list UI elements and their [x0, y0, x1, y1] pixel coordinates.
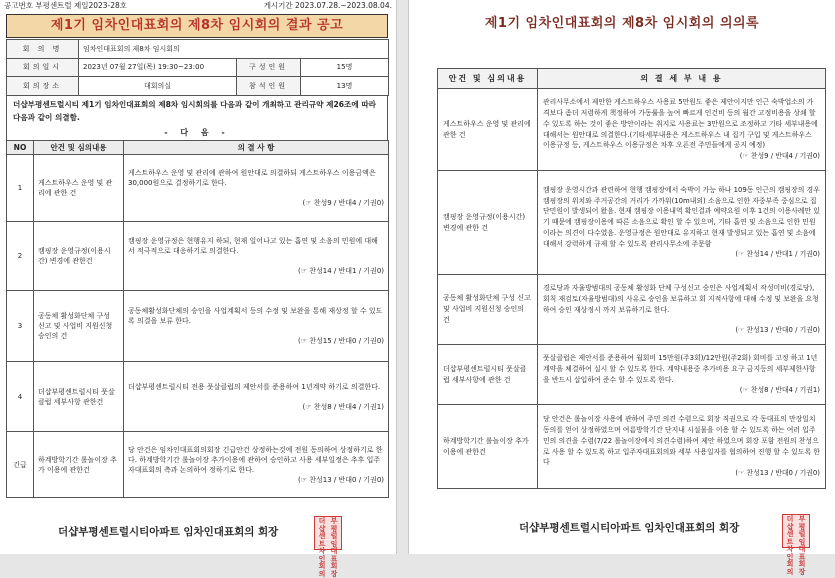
item-topic: 공동체 활성화단체 구성 신고 및 사업비 지원신청 승인의 건	[438, 275, 538, 345]
item-detail	[538, 405, 826, 489]
item-detail-text: 경로당과 자율방범대의 공동체 활성화 단체 구성신고 승인은 사업계획서 작성미비(경로당), 회칙 재검토(자율방범대)의 사유로 승인을 보류하고 회 지적사항에 대해 수정 및 보완을 요청 하여 승인 재상정시 까지 보류하기로 한다.	[543, 283, 819, 314]
minutes-page	[409, 0, 835, 576]
item-vote: (☞ 찬성13 / 반대0 / 기권0)	[735, 326, 820, 335]
item-no: 4	[7, 362, 34, 432]
table-row	[7, 362, 389, 432]
seal-char: 센트	[786, 530, 794, 546]
item-no: 긴급	[7, 432, 34, 498]
meeting-date-label: 회의일시	[7, 58, 79, 77]
seal-char: 회의	[318, 562, 326, 578]
posting-period: 게시기간 2023.07.28.~2023.08.04.	[263, 1, 392, 10]
table-row	[7, 432, 389, 498]
header-topic: 안건 및 심의내용	[34, 141, 124, 155]
seal-char: 차인	[786, 545, 794, 561]
item-result-text: 더샵부평센트럴시티 전용 풋살클럽의 제안서를 준용하여 1년계약 하기로 의결한다.	[128, 382, 381, 391]
table-row	[7, 222, 389, 291]
item-result	[124, 155, 389, 222]
seal-char: 회장	[330, 562, 338, 578]
item-topic: 캠핑장 운영규정(이용시간) 변경에 관한 건	[438, 171, 538, 275]
notice-title: 제1기 임차인대표회의 제8차 임시회의 결과 공고	[6, 14, 388, 38]
item-result-text: 게스트하우스 운영 및 관리에 관하여 원안대로 의결하되 게스트하우스 이용금액은 30,000원으로 결정하기로 한다.	[128, 169, 376, 187]
item-topic: 하계방학기간 롤놀이장 추가 이용에 관한건	[34, 432, 124, 498]
item-topic: 더샵부평센트럴시티 풋살클럽 세부사항에 관한 건	[438, 345, 538, 405]
item-topic: 게스트하우스 운영 및 관리에 관한 건	[438, 89, 538, 171]
item-result	[124, 362, 389, 432]
item-no: 1	[7, 155, 34, 222]
item-result-text: 캠핑장 운영규정은 현행유지 하되, 현재 일어나고 있는 흡연 및 소음의 민원에 대해서 적극적으로 대응하기로 의결한다.	[128, 237, 378, 255]
members-label: 구성인원	[237, 58, 301, 77]
item-no: 3	[7, 291, 34, 362]
attendees-value: 13명	[301, 77, 389, 96]
item-detail	[538, 345, 826, 405]
item-topic: 더샵부평센트럴시티 풋살클럽 세부사항 관한건	[34, 362, 124, 432]
seal-char: 대표	[798, 545, 806, 561]
item-detail	[538, 275, 826, 345]
seal-char: 럴임	[330, 532, 338, 548]
seal-char: 센트	[318, 532, 326, 548]
item-vote: (☞ 찬성13 / 반대0 / 기권0)	[735, 469, 820, 478]
meeting-place-value: 대회의실	[79, 77, 237, 96]
header-no: NO	[7, 141, 34, 155]
seal-char: 대표	[330, 547, 338, 563]
table-row	[438, 89, 826, 171]
meeting-name-label: 회 의 명	[7, 40, 79, 59]
item-topic: 캠핑장 운영규정(이용시간) 변경에 관한건	[34, 222, 124, 291]
table-row	[438, 345, 826, 405]
meeting-date-value: 2023년 07월 27일(목) 19:30~23:00	[79, 58, 237, 77]
seal-char: 차인	[318, 547, 326, 563]
item-detail-text: 당 안건은 롤놀이장 사용에 관하여 주민 의견 수렴으로 회장 직권으로 각 동대표의 만장일치 동의를 얻어 상정하였으며 여름방학기간 단지내 시설물을 이용 할 수 있도록 하는 여러 입주민의 의견을 수렴(7/22 롤놀이장에서 의견수렴)하여 제안 하였으며 회장 포함 전원의 찬성으로 사용 할 수 있도록 하고 입주자대표회의와 세부 사용일자를 협의하여 진행 할 수 있도록 한다	[543, 415, 820, 467]
seal-char: 더샵	[786, 515, 794, 531]
attendees-label: 참석인원	[237, 77, 301, 96]
item-vote: (☞ 찬성8 / 반대4 / 기권1)	[302, 402, 384, 411]
minutes-table	[437, 68, 826, 489]
official-seal-icon	[782, 514, 810, 576]
seal-char: 회장	[798, 560, 806, 576]
item-result-text: 당 안건은 임차인대표회의회장 긴급안건 상정하는것에 전원 동의하여 상정하기로 한다. 하계방학기간 롤놀이장 추가이용에 관하여 승인하고 사용 세부일정은 추후 입주자대표회의 측과 논의하여 정하기로 한다.	[128, 445, 383, 474]
meeting-name-value: 임차인대표회의 제8차 임시회의	[79, 40, 389, 59]
meeting-info-table	[6, 39, 389, 96]
intro-paragraph: 더샵부평센트럴시티 제1기 임차인대표회의 제8차 임시회의를 다음과 같이 개최하고 관리규약 제26조에 따라 다음과 같이 의결함.	[6, 96, 388, 126]
item-vote: (☞ 찬성9 / 반대4 / 기권0)	[739, 152, 820, 161]
seal-char: 회의	[786, 560, 794, 576]
seal-char: 부평	[798, 515, 806, 531]
header-detail: 의 결 세 부 내 용	[538, 69, 826, 89]
item-result-text: 공동체활성화단체의 승인을 사업계획서 등의 수정 및 보완을 통해 재상정 할 수 있도록 의결을 보류 한다.	[128, 307, 383, 325]
item-detail	[538, 171, 826, 275]
item-detail-text: 캠핑장 운영시간과 관련하여 현행 캠핑장에서 숙박이 가능 하나 109동 인근의 캠핑장의 경우 캠핑장의 위치와 주거공간의 거리가 가까워(10m내외) 소음으로 인한 자중부족 중심으로 집단민원이 발생되어 왔음. 현재 캠핑장 이용내역 확인결과 예약요원 이후 1건의 이용사례만 있기 때문에 캠핑장이용에 따른 소음으로 확인 할 수 있으며, 기타 흡연 및 소음으로 인한 민원이라는 의견이 다수였음. 운영규정은 원안대로 유지하고 현재 발생되고 있는 흡연 및 소음에 대해서 강력하게 규제 할 수 있도록 관리사무소에 주문함	[543, 185, 820, 248]
official-seal-icon	[314, 516, 342, 578]
item-vote: (☞ 찬성9 / 반대4 / 기권0)	[302, 199, 384, 207]
item-vote: (☞ 찬성15 / 반대0 / 기권0)	[298, 337, 384, 345]
item-detail-text: 풋살클럽은 제안서를 준용하여 월회비 15만원(주3회)/12만원(주2회) 회비를 고정 하고 1년계약을 체결하여 실시 할 수 있도록 한다. 계약내용중 추가비용 요구 금지등의 세부제한사항을 반드시 삽입하여 준수 할 수 있도록 한다.	[543, 353, 818, 384]
header-topic: 안건 및 심의내용	[438, 69, 538, 89]
notice-page	[0, 0, 396, 578]
resolution-table	[6, 140, 389, 498]
notice-header	[4, 1, 392, 11]
meeting-place-label: 회의장소	[7, 77, 79, 96]
notice-signature: 더샵부평센트럴시티아파트 임차인대표회의 회장	[58, 526, 279, 538]
item-no: 2	[7, 222, 34, 291]
members-value: 15명	[301, 58, 389, 77]
item-topic: 하계방학기간 롤놀이장 추가 이용에 관한건	[438, 405, 538, 489]
item-vote: (☞ 찬성14 / 반대1 / 기권0)	[735, 250, 820, 259]
seal-char: 럴임	[798, 530, 806, 546]
minutes-signature: 더샵부평센트럴시티아파트 임차인대표회의 회장	[519, 522, 740, 534]
sub-heading: - 다 음 -	[6, 126, 388, 140]
item-detail	[538, 89, 826, 171]
item-result	[124, 222, 389, 291]
table-row	[7, 291, 389, 362]
item-topic: 게스트하우스 운영 및 관리에 관한 건	[34, 155, 124, 222]
document-number: 공고번호 부평센트럴 제일2023-28호	[4, 1, 128, 10]
item-vote: (☞ 찬성8 / 반대4 / 기권1)	[739, 386, 820, 395]
item-result	[124, 432, 389, 498]
item-detail-text: 관리사무소에서 제안한 게스트하우스 사용료 5만원도 좋은 제안이지만 인근 숙박업소의 가격보다 좀더 저렴하게 책정하여 가동률을 높여 빠르게 인건비 등의 월간 고정비용을 상쇄 할 수 있도록 하는 것이 좋은 방안이라는 취지로 사용료는 3만원으로 조정하고 기타 세부내용에 대해서는 원안대로 의결한다.(기타세부내용은 게스트하우스 내 집기 구입 및 게스트하우스 이용규정 등, 게스트하우스 이용규정은 차후 오픈전 주민들에게 공지 예정)	[543, 98, 818, 150]
item-vote: (☞ 찬성14 / 반대1 / 기권0)	[298, 267, 384, 275]
table-row	[438, 275, 826, 345]
seal-char: 부평	[330, 517, 338, 533]
minutes-title: 제1기 임차인대표회의 제8차 임시회의 의의록	[484, 16, 760, 31]
page-gutter	[396, 0, 409, 554]
table-row	[438, 171, 826, 275]
table-row	[438, 405, 826, 489]
item-result	[124, 291, 389, 362]
table-row	[7, 155, 389, 222]
item-topic: 공동체 활성화단체 구성 신고 및 사업비 지원신청 승인의 건	[34, 291, 124, 362]
seal-char: 더샵	[318, 517, 326, 533]
header-result: 의 결 사 항	[124, 141, 389, 155]
item-vote: (☞ 찬성13 / 반대0 / 기권0)	[298, 475, 384, 484]
